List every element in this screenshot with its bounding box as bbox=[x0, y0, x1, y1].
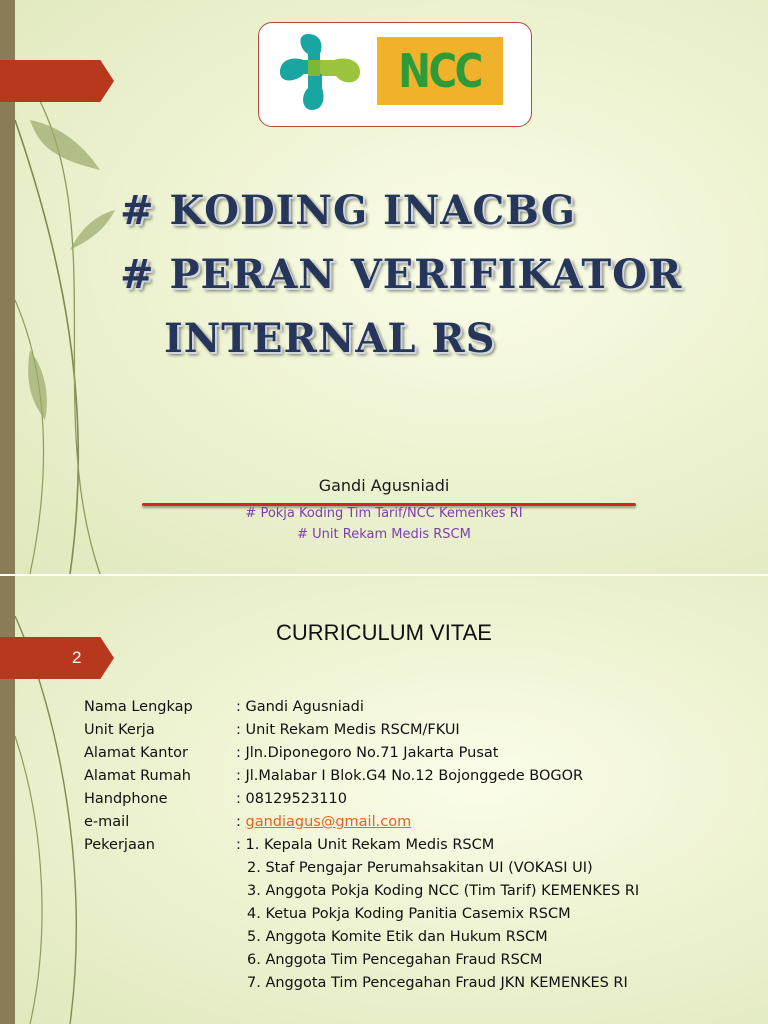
cv-title: CURRICULUM VITAE bbox=[276, 620, 492, 645]
author-name: Gandi Agusniadi bbox=[318, 476, 450, 495]
job-item: 7. Anggota Tim Pencegahan Fraud JKN KEMENKES RI bbox=[247, 975, 628, 991]
field-handphone bbox=[84, 788, 347, 810]
field-label: Handphone bbox=[84, 791, 168, 807]
field-unit-kerja bbox=[84, 719, 460, 741]
job-item: 3. Anggota Pokja Koding NCC (Tim Tarif) KEMENKES RI bbox=[247, 883, 640, 899]
field-value-prefix: : bbox=[236, 814, 246, 830]
kemenkes-logo-icon bbox=[278, 30, 362, 114]
job-item: 2. Staf Pengajar Perumahsakitan UI (VOKASI UI) bbox=[247, 860, 593, 876]
job-item: 6. Anggota Tim Pencegahan Fraud RSCM bbox=[247, 952, 543, 968]
ncc-logo bbox=[377, 37, 503, 105]
field-label: Unit Kerja bbox=[84, 722, 155, 738]
job-item: 4. Ketua Pokja Koding Panitia Casemix RSCM bbox=[247, 906, 571, 922]
affiliation-1: # Pokja Koding Tim Tarif/NCC Kemenkes RI bbox=[245, 506, 523, 521]
slide-arrow-marker bbox=[0, 60, 114, 102]
title-line-1: # KODING INACBG bbox=[120, 187, 576, 234]
field-value: : Jl.Malabar I Blok.G4 No.12 Bojonggede BOGOR bbox=[236, 768, 584, 784]
field-label: Alamat Rumah bbox=[84, 768, 191, 784]
field-value: : Gandi Agusniadi bbox=[236, 699, 364, 715]
cv-slide bbox=[0, 576, 768, 1024]
email-link[interactable]: gandiagus@gmail.com bbox=[245, 814, 412, 830]
page-number: 2 bbox=[72, 648, 82, 667]
slide-title bbox=[120, 180, 682, 372]
field-alamat-rumah bbox=[84, 765, 583, 787]
field-value: : Unit Rekam Medis RSCM/FKUI bbox=[236, 722, 460, 738]
title-line-2: # PERAN VERIFIKATOR bbox=[120, 251, 683, 298]
job-item: 5. Anggota Komite Etik dan Hukum RSCM bbox=[247, 929, 548, 945]
field-value: : 08129523110 bbox=[236, 791, 347, 807]
field-label: Nama Lengkap bbox=[84, 699, 193, 715]
field-label: Alamat Kantor bbox=[84, 745, 188, 761]
field-label: e-mail bbox=[84, 814, 130, 830]
affiliation-2: # Unit Rekam Medis RSCM bbox=[297, 527, 471, 542]
field-email bbox=[84, 811, 411, 833]
title-line-3: INTERNAL RS bbox=[164, 315, 496, 362]
field-label: Pekerjaan bbox=[84, 837, 155, 853]
field-alamat-kantor bbox=[84, 742, 498, 764]
field-pekerjaan bbox=[84, 834, 494, 856]
ncc-logo-text: NCC bbox=[398, 44, 482, 98]
field-nama-lengkap bbox=[84, 696, 364, 718]
field-value: : Jln.Diponegoro No.71 Jakarta Pusat bbox=[236, 745, 499, 761]
field-value: : 1. Kepala Unit Rekam Medis RSCM bbox=[236, 837, 495, 853]
